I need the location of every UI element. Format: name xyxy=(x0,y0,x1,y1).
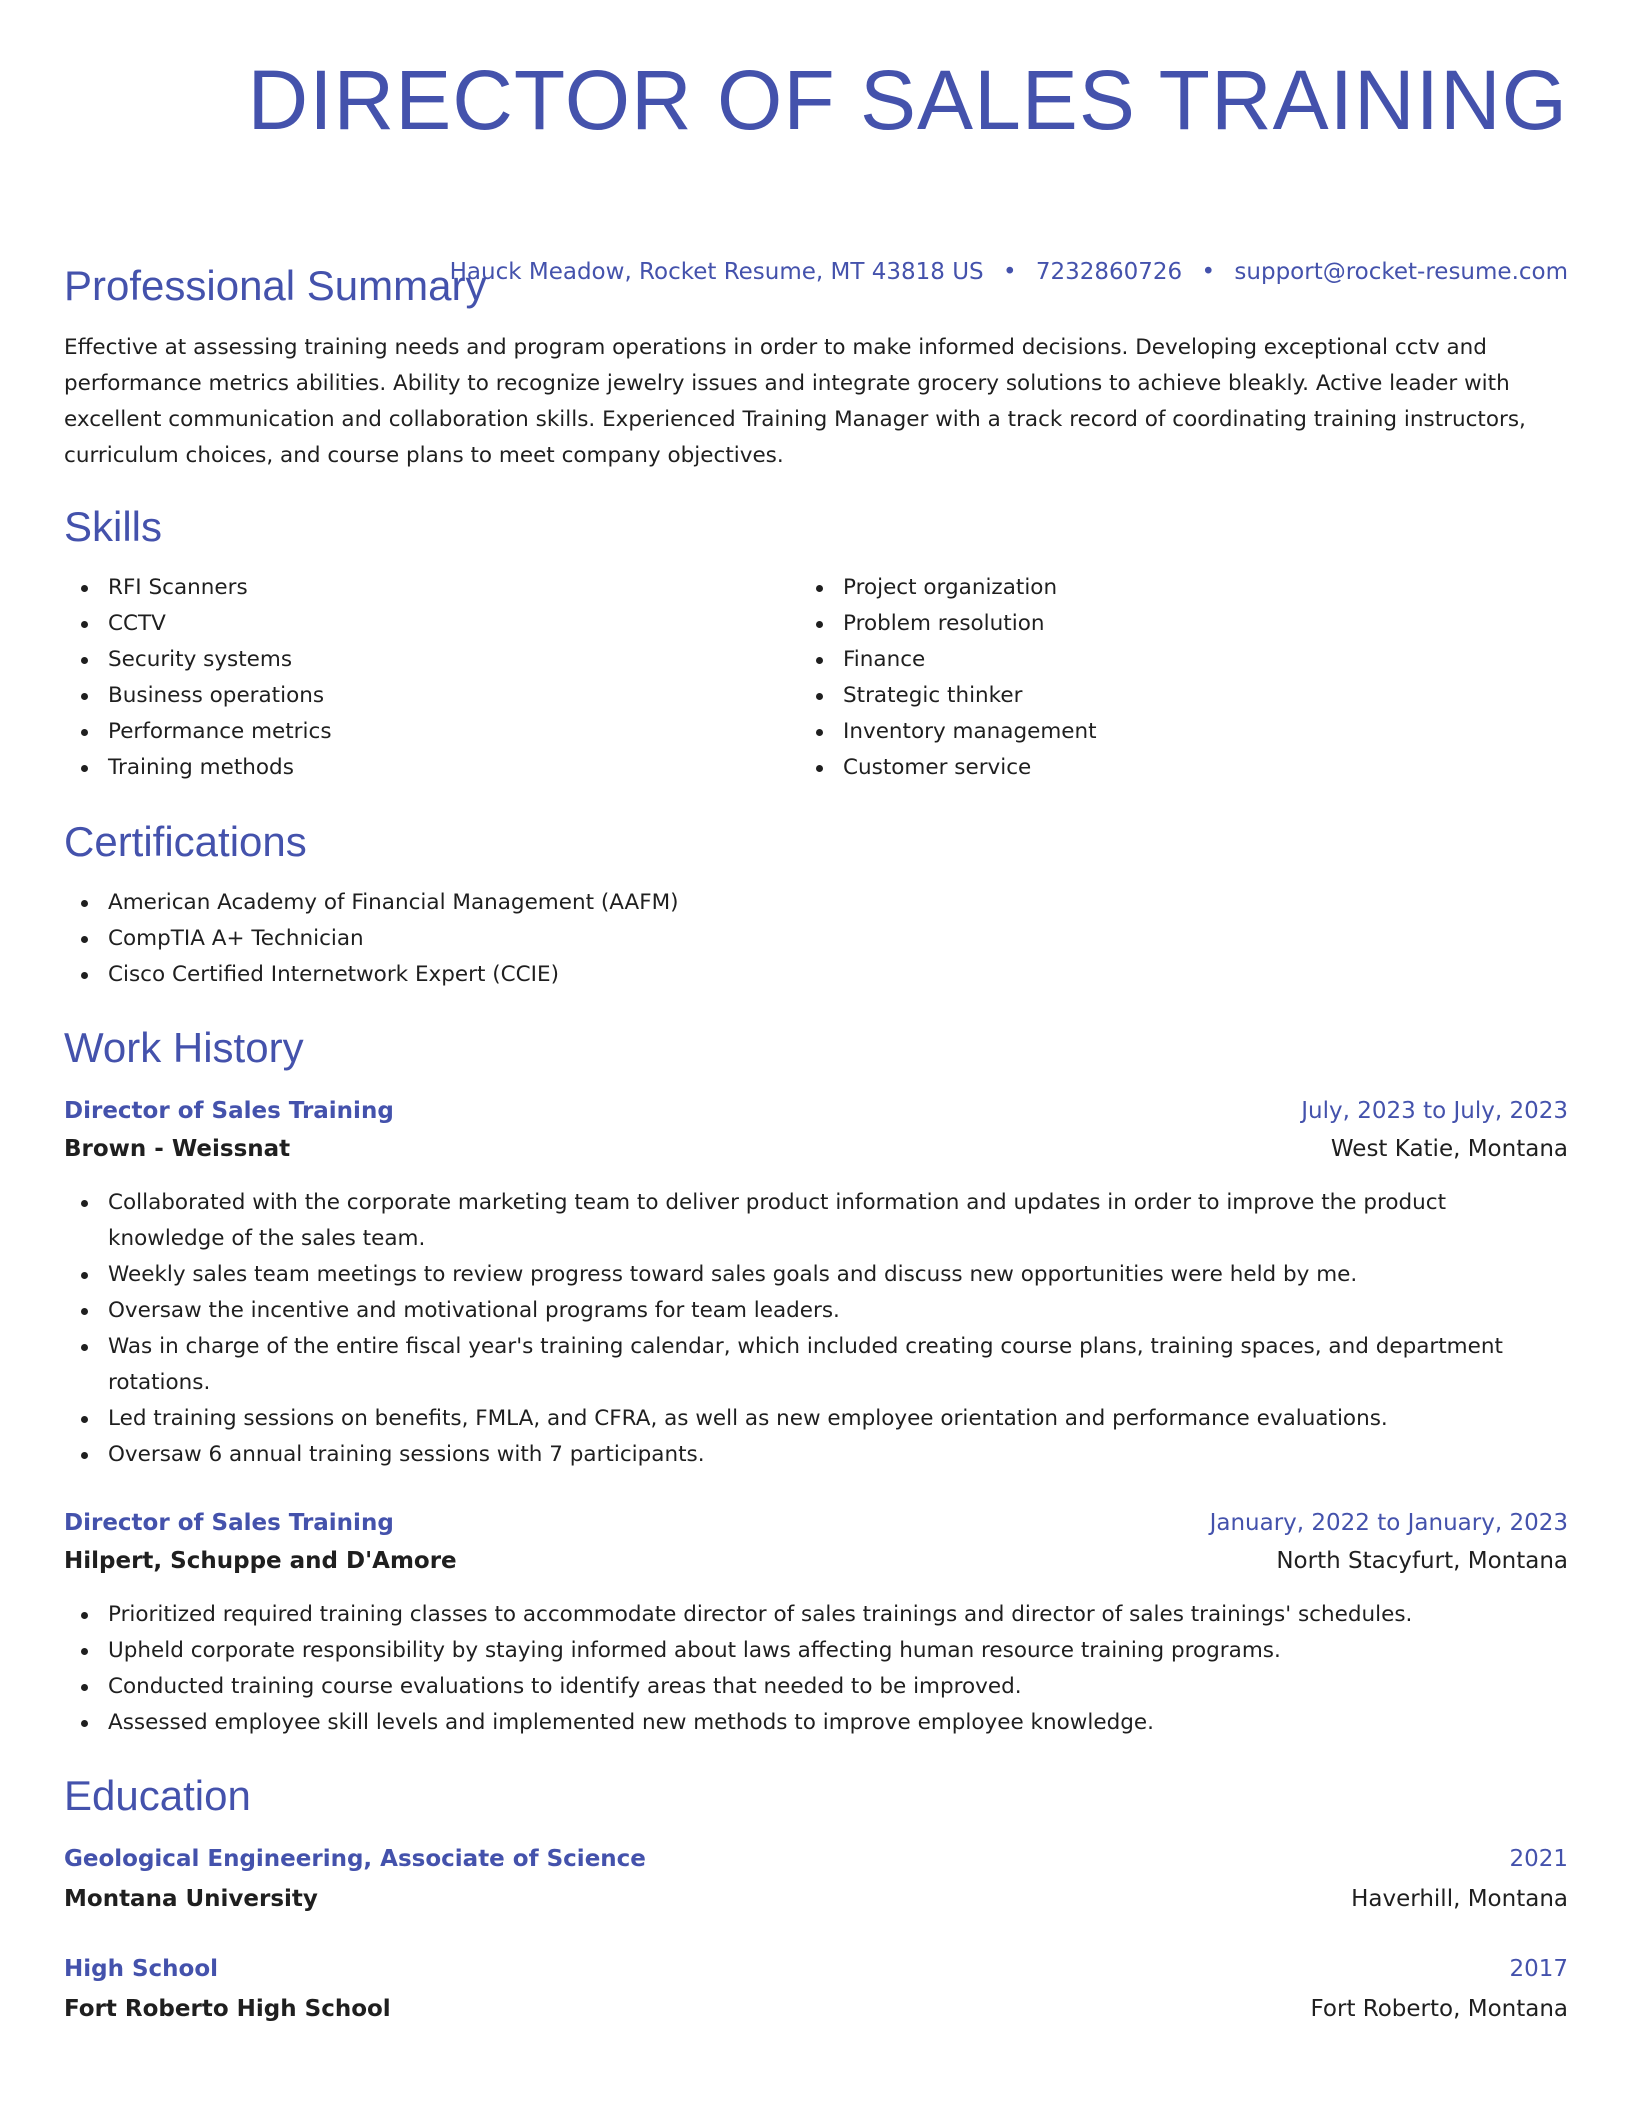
job-company-row xyxy=(64,1131,1568,1167)
job-bullet: Assessed employee skill levels and implemented new methods to improve employee knowledge. xyxy=(64,1705,1568,1741)
job-dates: July, 2023 to July, 2023 xyxy=(1301,1098,1568,1124)
job-bullet: Was in charge of the entire fiscal year's training calendar, which included creating course plans, training spaces, and department rotations. xyxy=(64,1329,1568,1401)
contact-email[interactable]: support@rocket-resume.com xyxy=(1234,259,1568,285)
skill-item: Security systems xyxy=(64,642,764,678)
education-heading: Education xyxy=(64,1772,251,1819)
job-dates: January, 2022 to January, 2023 xyxy=(1209,1510,1568,1536)
job-header xyxy=(64,1505,1568,1541)
job-bullets xyxy=(64,1597,1568,1741)
education-school-row xyxy=(64,1881,1568,1917)
summary-heading: Professional Summary xyxy=(64,262,487,309)
skill-item: Training methods xyxy=(64,750,764,786)
education-school: Montana University xyxy=(64,1886,318,1912)
contact-line xyxy=(450,256,1568,288)
contact-phone[interactable]: 7232860726 xyxy=(1035,259,1183,285)
skills-right-column xyxy=(799,570,1499,786)
job-bullet: Weekly sales team meetings to review progress toward sales goals and discuss new opportunities were held by me. xyxy=(64,1257,1568,1293)
job-title: Director of Sales Training xyxy=(64,1510,394,1536)
skill-item: Finance xyxy=(799,642,1499,678)
job-bullet: Collaborated with the corporate marketing team to deliver product information and updates in order to improve the product knowledge of the sales team. xyxy=(64,1185,1568,1257)
education-degree: High School xyxy=(64,1956,219,1982)
job-bullet: Oversaw 6 annual training sessions with 7 participants. xyxy=(64,1437,1568,1473)
job-company: Hilpert, Schuppe and D'Amore xyxy=(64,1548,457,1574)
skill-item: Project organization xyxy=(799,570,1499,606)
job-bullet: Led training sessions on benefits, FMLA, and CFRA, as well as new employee orientation and performance evaluations. xyxy=(64,1401,1568,1437)
skill-item: Strategic thinker xyxy=(799,678,1499,714)
education-degree: Geological Engineering, Associate of Science xyxy=(64,1846,646,1872)
certifications-list xyxy=(64,885,1568,993)
certifications-heading: Certifications xyxy=(64,818,307,865)
education-year: 2017 xyxy=(1509,1956,1568,1982)
job-bullet: Conducted training course evaluations to identify areas that needed to be improved. xyxy=(64,1669,1568,1705)
education-location: Haverhill, Montana xyxy=(1351,1886,1568,1912)
education-header xyxy=(64,1951,1568,1987)
job-location: North Stacyfurt, Montana xyxy=(1276,1548,1568,1574)
skills-left-column xyxy=(64,570,764,786)
education-school-row xyxy=(64,1991,1568,2027)
job-location: West Katie, Montana xyxy=(1330,1136,1568,1162)
education-year: 2021 xyxy=(1509,1846,1568,1872)
skill-item: Problem resolution xyxy=(799,606,1499,642)
contact-separator: • xyxy=(1002,259,1017,285)
skill-item: Business operations xyxy=(64,678,764,714)
work-history-heading: Work History xyxy=(64,1024,304,1071)
summary-text: Effective at assessing training needs and program operations in order to make informed decisions. Developing exceptional cctv and performance metrics abilities. Ability to recognize jewelry issues and integrate grocery solutions to achieve bleakly. Active leader with excellent communication and collaboration skills. Experienced Training Manager with a track record of coordinating training instructors, curriculum choices, and course plans to meet company objectives. xyxy=(64,335,1526,468)
skill-item: Customer service xyxy=(799,750,1499,786)
certification-item: CompTIA A+ Technician xyxy=(64,921,1568,957)
job-company-row xyxy=(64,1543,1568,1579)
skill-item: RFI Scanners xyxy=(64,570,764,606)
education-location: Fort Roberto, Montana xyxy=(1310,1996,1568,2022)
skills-heading: Skills xyxy=(64,503,163,550)
job-bullet: Prioritized required training classes to accommodate director of sales trainings and director of sales trainings' schedules. xyxy=(64,1597,1568,1633)
job-bullet: Upheld corporate responsibility by staying informed about laws affecting human resource training programs. xyxy=(64,1633,1568,1669)
contact-separator: • xyxy=(1201,259,1216,285)
skill-item: Inventory management xyxy=(799,714,1499,750)
job-bullet: Oversaw the incentive and motivational programs for team leaders. xyxy=(64,1293,1568,1329)
skill-item: Performance metrics xyxy=(64,714,764,750)
job-title: Director of Sales Training xyxy=(64,1098,394,1124)
education-school: Fort Roberto High School xyxy=(64,1996,391,2022)
job-header xyxy=(64,1093,1568,1129)
resume-title: DIRECTOR OF SALES TRAINING xyxy=(247,53,1568,147)
education-header xyxy=(64,1841,1568,1877)
contact-address: Hauck Meadow, Rocket Resume, MT 43818 US xyxy=(449,259,984,285)
job-company: Brown - Weissnat xyxy=(64,1136,291,1162)
job-bullets xyxy=(64,1185,1568,1473)
certification-item: Cisco Certified Internetwork Expert (CCIE) xyxy=(64,957,1568,993)
skill-item: CCTV xyxy=(64,606,764,642)
certification-item: American Academy of Financial Management (AAFM) xyxy=(64,885,1568,921)
